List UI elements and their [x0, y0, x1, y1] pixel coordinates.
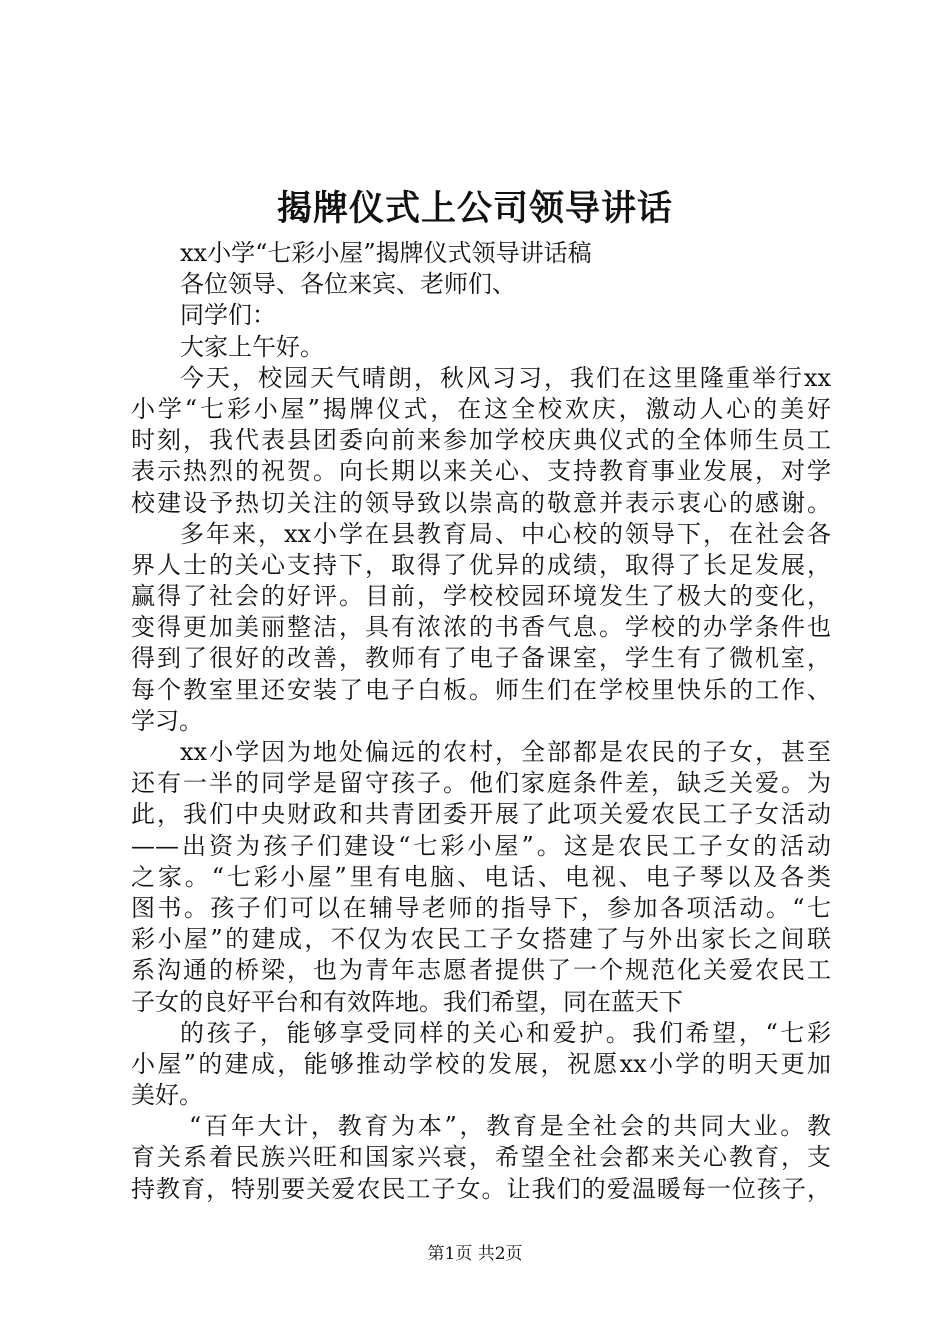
body-line: 表示热烈的祝贺。向长期以来关心、支持教育事业发展，对学 — [131, 457, 831, 486]
body-line: 每个教室里还安装了电子白板。师生们在学校里快乐的工作、 — [131, 675, 831, 704]
document-body — [131, 238, 831, 1205]
document-title: 揭牌仪式上公司领导讲话 — [276, 188, 673, 229]
body-line: 彩小屋”的建成，不仅为农民工子女搭建了与外出家长之间联 — [131, 925, 831, 954]
body-line: 育关系着民族兴旺和国家兴衰，希望全社会都来关心教育，支 — [131, 1143, 831, 1172]
body-line: 同学们： — [180, 301, 276, 330]
body-line: 今天，校园天气晴朗，秋风习习，我们在这里隆重举行xx — [180, 363, 831, 392]
page-number-footer: 第1页 共2页 — [427, 1244, 523, 1264]
body-line: 小屋”的建成，能够推动学校的发展，祝愿xx小学的明天更加 — [131, 1049, 831, 1078]
body-line: xx小学因为地处偏远的农村，全部都是农民的子女，甚至 — [180, 738, 831, 766]
body-line: 赢得了社会的好评。目前，学校校园环境发生了极大的变化， — [131, 582, 831, 611]
body-line: 得到了很好的改善，教师有了电子备课室，学生有了微机室， — [131, 644, 831, 673]
body-line: “百年大计，教育为本”，教育是全社会的共同大业。教 — [189, 1112, 831, 1141]
body-line: 系沟通的桥梁，也为青年志愿者提供了一个规范化关爱农民工 — [131, 956, 831, 985]
body-line: 美好。 — [131, 1081, 203, 1110]
body-line: 图书。孩子们可以在辅导老师的指导下，参加各项活动。“七 — [131, 893, 831, 922]
body-line: 各位领导、各位来宾、老师们、 — [180, 270, 516, 299]
body-line: xx小学“七彩小屋”揭牌仪式领导讲话稿 — [180, 239, 592, 267]
body-line: 持教育，特别要关爱农民工子女。让我们的爱温暖每一位孩子， — [131, 1174, 831, 1203]
body-line: 之家。“七彩小屋”里有电脑、电话、电视、电子琴以及各类 — [131, 862, 831, 891]
body-line: 界人士的关心支持下，取得了优异的成绩，取得了长足发展， — [131, 550, 831, 579]
body-line: 大家上午好。 — [180, 332, 324, 361]
body-line: ——出资为孩子们建设“七彩小屋”。这是农民工子女的活动 — [131, 831, 831, 860]
body-line: 学习。 — [131, 706, 203, 735]
body-line: 变得更加美丽整洁，具有浓浓的书香气息。学校的办学条件也 — [131, 613, 831, 642]
body-line: 还有一半的同学是留守孩子。他们家庭条件差，缺乏关爱。为 — [131, 769, 831, 798]
body-line: 此，我们中央财政和共青团委开展了此项关爱农民工子女活动 — [131, 800, 831, 829]
body-line: 小学“七彩小屋”揭牌仪式，在这全校欢庆，激动人心的美好 — [131, 394, 831, 423]
body-line: 的孩子，能够享受同样的关心和爱护。我们希望，“七彩 — [180, 1018, 831, 1047]
body-line: 多年来，xx小学在县教育局、中心校的领导下，在社会各 — [180, 519, 831, 548]
body-line: 时刻，我代表县团委向前来参加学校庆典仪式的全体师生员工 — [131, 426, 831, 455]
body-line: 子女的良好平台和有效阵地。我们希望，同在蓝天下 — [131, 987, 683, 1016]
body-line: 校建设予热切关注的领导致以崇高的敬意并表示衷心的感谢。 — [131, 488, 831, 517]
